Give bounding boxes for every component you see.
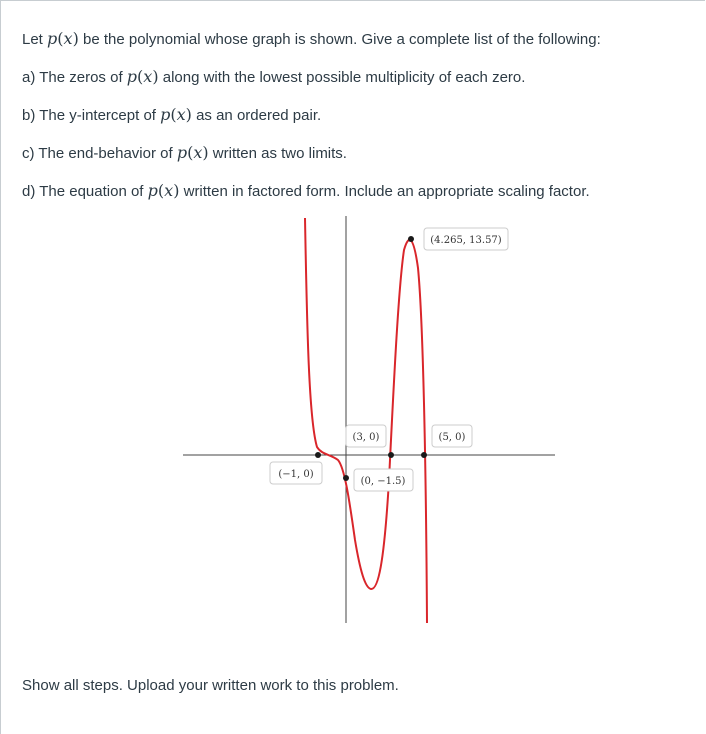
polynomial-curve [305,218,427,623]
part-a-text-start: a) The zeros of [22,69,123,86]
label-zero-neg1 [270,462,322,484]
part-d-text-start: d) The equation of [22,183,144,200]
part-b-text-end: as an ordered pair. [196,107,322,124]
function-notation: p(x) [147,181,180,200]
part-c-text-end: written as two limits. [212,145,347,162]
part-a-text-end: along with the lowest possible multiplicity of each zero. [162,69,526,86]
part-c-text-start: c) The end-behavior of [22,145,173,162]
point-zero-neg1 [315,452,321,458]
label-zero-3 [346,425,386,447]
intro-text-end: be the polynomial whose graph is shown. Give a complete list of the following: [82,31,601,48]
svg-text:(3, 0): (3, 0) [352,432,380,443]
function-notation: p(x) [126,67,159,86]
label-local-max [424,228,508,250]
svg-text:(−1, 0): (−1, 0) [278,469,314,480]
label-y-intercept [354,469,413,491]
svg-text:(4.265, 13.57): (4.265, 13.57) [430,235,502,246]
function-notation: p(x) [160,105,192,124]
point-zero-5 [421,452,427,458]
label-zero-5 [432,425,472,447]
part-d-text-end: written in factored form. Include an appropriate scaling factor. [183,183,590,200]
function-notation: p(x) [176,143,209,162]
intro-text-start: Let [22,31,43,48]
point-local-max [408,236,414,242]
part-b-text-start: b) The y-intercept of [22,107,156,124]
instructions-footer: Show all steps. Upload your written work to this problem. [22,677,399,694]
svg-text:(5, 0): (5, 0) [438,432,466,443]
point-y-intercept [343,475,349,481]
function-notation: p(x) [47,29,79,48]
svg-text:(0, −1.5): (0, −1.5) [360,476,406,487]
point-zero-3 [388,452,394,458]
